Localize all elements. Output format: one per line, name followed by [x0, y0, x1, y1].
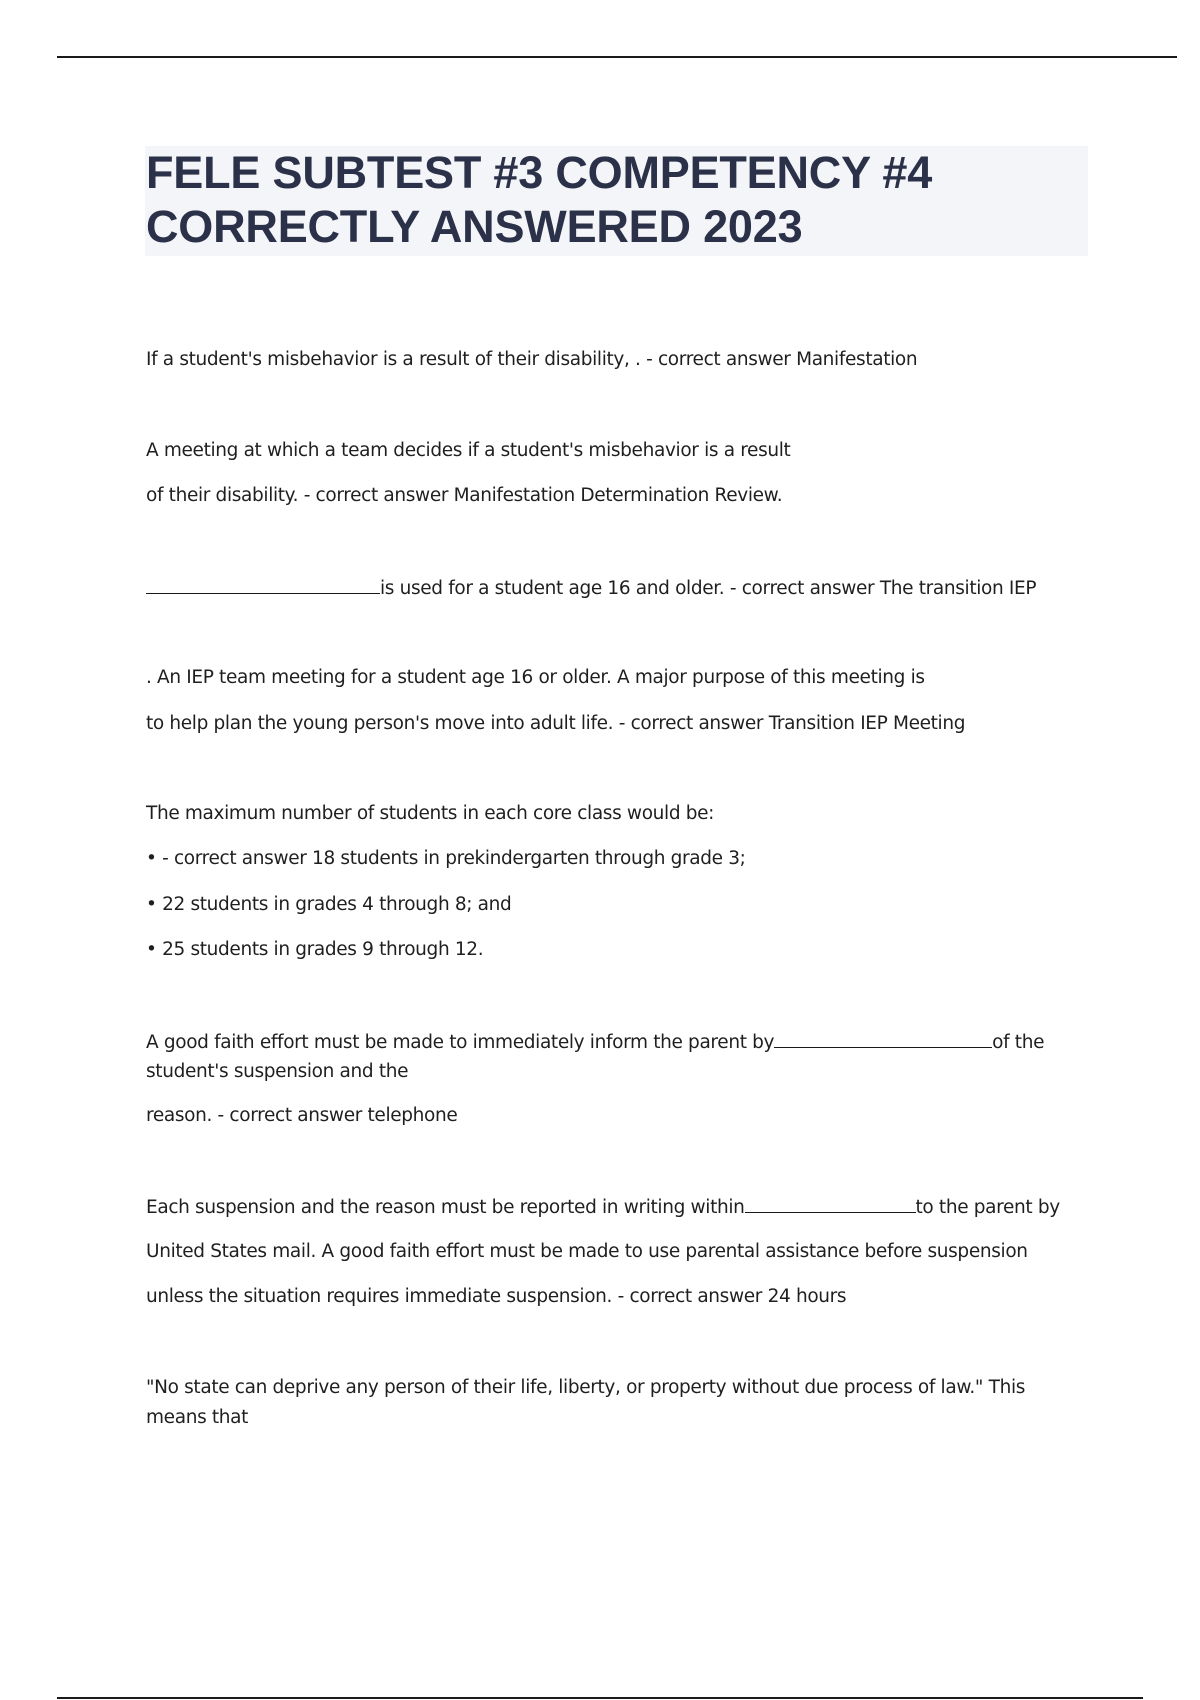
- fill-in-blank: [774, 1029, 992, 1048]
- question-7-before-blank: Each suspension and the reason must be reported in writing within: [146, 1197, 745, 1218]
- question-7-line-2: United States mail. A good faith effort must be made to use parental assistance before suspension: [146, 1241, 1028, 1262]
- question-2-line-1: A meeting at which a team decides if a student's misbehavior is a result: [146, 440, 791, 461]
- question-5-line-1: The maximum number of students in each core class would be:: [146, 803, 715, 824]
- document-title-line-1: FELE SUBTEST #3 COMPETENCY #4: [146, 147, 933, 198]
- question-8-line-2: means that: [146, 1407, 249, 1428]
- question-5-bullet-3: • 25 students in grades 9 through 12.: [146, 939, 484, 960]
- question-7-line-1: [146, 1194, 1060, 1220]
- question-3-text: [146, 575, 1036, 601]
- question-7-line-3: unless the situation requires immediate suspension. - correct answer 24 hours: [146, 1286, 847, 1307]
- question-6-before-blank: A good faith effort must be made to immediately inform the parent by: [146, 1032, 775, 1053]
- footer-rule: [57, 1697, 1143, 1699]
- question-2-line-2: of their disability. - correct answer Manifestation Determination Review.: [146, 485, 783, 506]
- question-7-after-blank: to the parent by: [915, 1197, 1060, 1218]
- question-8-line-1: "No state can deprive any person of their life, liberty, or property without due process of law." This: [146, 1377, 1026, 1398]
- question-5-bullet-1: • - correct answer 18 students in prekindergarten through grade 3;: [146, 848, 746, 869]
- fill-in-blank: [745, 1194, 916, 1213]
- question-4-line-1: . An IEP team meeting for a student age 16 or older. A major purpose of this meeting is: [146, 667, 925, 688]
- question-6-line-2: student's suspension and the: [146, 1061, 409, 1082]
- header-rule: [57, 56, 1177, 58]
- question-6-line-1: [146, 1029, 1044, 1055]
- question-4-line-2: to help plan the young person's move into adult life. - correct answer Transition IEP Meeting: [146, 713, 966, 734]
- question-5-bullet-2: • 22 students in grades 4 through 8; and: [146, 894, 512, 915]
- document-title-line-2: CORRECTLY ANSWERED 2023: [146, 201, 803, 252]
- question-3-after-blank: is used for a student age 16 and older. - correct answer The transition IEP: [380, 578, 1037, 599]
- fill-in-blank: [146, 575, 380, 594]
- question-1-text: If a student's misbehavior is a result of their disability, . - correct answer Manifestation: [146, 349, 918, 370]
- question-6-line-3: reason. - correct answer telephone: [146, 1105, 458, 1126]
- question-6-after-blank: of the: [992, 1032, 1045, 1053]
